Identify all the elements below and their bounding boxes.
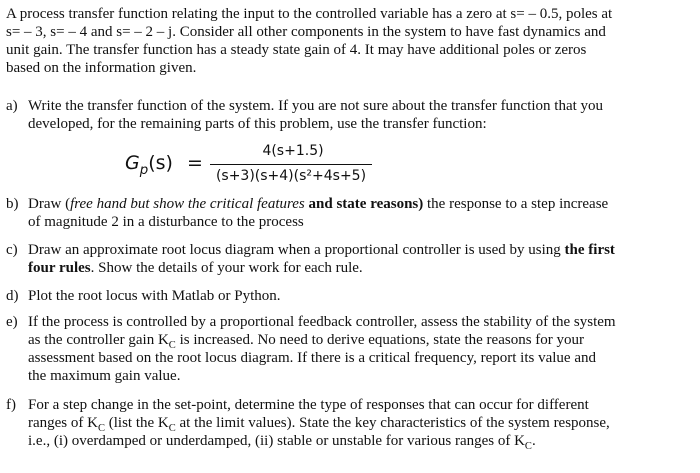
text-run: (list the K bbox=[105, 415, 169, 431]
text-run: Draw an approximate root locus diagram when a proportional controller is used by using bbox=[28, 242, 565, 258]
text-run: . Show the details of your work for each rule. bbox=[90, 260, 363, 276]
question-marker: c) bbox=[6, 242, 18, 258]
formula-lhs bbox=[125, 152, 173, 178]
question-body bbox=[28, 97, 694, 133]
question-body bbox=[28, 313, 694, 385]
question-body bbox=[28, 287, 694, 305]
formula-equals: = bbox=[187, 152, 203, 174]
subscript: C bbox=[524, 441, 532, 452]
text-run: is increased. No need to derive equations, state the reasons for your bbox=[175, 332, 585, 348]
text-run: Draw ( bbox=[28, 196, 71, 212]
bold-text: and state reasons) bbox=[304, 196, 424, 212]
text-run: i.e., (i) overdamped or underdamped, (ii) stable or unstable for various ranges of K bbox=[28, 433, 525, 449]
italic-text: free hand but show the critical features bbox=[70, 196, 305, 212]
subscript: C bbox=[168, 340, 176, 351]
question-marker: d) bbox=[6, 288, 19, 304]
subscript: C bbox=[168, 423, 176, 434]
bold-text: four rules bbox=[28, 260, 91, 276]
text-run: the response to a step increase bbox=[423, 196, 609, 212]
question-marker: b) bbox=[6, 196, 19, 212]
text-run: . bbox=[531, 433, 536, 449]
question-line bbox=[28, 195, 694, 213]
problem-intro bbox=[6, 5, 694, 77]
formula-numerator: 4(s+1.5) bbox=[262, 143, 324, 159]
question-marker: f) bbox=[6, 397, 16, 413]
question-line bbox=[28, 259, 694, 277]
question-body bbox=[28, 396, 694, 450]
text-run: at the limit values). State the key characteristics of the system response, bbox=[175, 415, 610, 431]
intro-line: unit gain. The transfer function has a steady state gain of 4. It may have additional poles or zeros bbox=[6, 42, 587, 58]
question-line: developed, for the remaining parts of this problem, use the transfer function: bbox=[28, 116, 487, 132]
question-line: the maximum gain value. bbox=[28, 368, 181, 384]
transfer-function-formula bbox=[125, 143, 385, 189]
fraction-bar bbox=[210, 164, 372, 165]
question-line bbox=[28, 241, 694, 259]
question-line: Plot the root locus with Matlab or Python. bbox=[28, 288, 281, 304]
intro-line: based on the information given. bbox=[6, 60, 197, 76]
question-marker: a) bbox=[6, 98, 18, 114]
bold-text: the first bbox=[564, 242, 615, 258]
question-line bbox=[28, 331, 694, 349]
subscript: C bbox=[97, 423, 105, 434]
formula-denominator: (s+3)(s+4)(s²+4s+5) bbox=[215, 168, 367, 184]
intro-line: s= – 3, s= – 4 and s= – 2 – j. Consider all other components in the system to have fast dynamics and bbox=[6, 24, 606, 40]
formula-lhs-argument: (s) bbox=[148, 152, 173, 174]
question-line bbox=[28, 414, 694, 432]
question-body bbox=[28, 241, 694, 277]
question-line: Write the transfer function of the system. If you are not sure about the transfer function that you bbox=[28, 98, 604, 114]
question-body bbox=[28, 195, 694, 231]
question-line: For a step change in the set-point, determine the type of responses that can occur for different bbox=[28, 397, 589, 413]
question-line: assessment based on the root locus diagram. If there is a critical frequency, report its value and bbox=[28, 350, 596, 366]
intro-line: A process transfer function relating the input to the controlled variable has a zero at s= – 0.5, poles at bbox=[6, 6, 613, 22]
text-run: ranges of K bbox=[28, 415, 98, 431]
text-run: as the controller gain K bbox=[28, 332, 169, 348]
question-marker: e) bbox=[6, 314, 18, 330]
formula-lhs-symbol: G bbox=[125, 152, 140, 174]
question-line: If the process is controlled by a proportional feedback controller, assess the stability of the system bbox=[28, 314, 616, 330]
formula-lhs-subscript: p bbox=[139, 162, 149, 178]
question-line bbox=[28, 432, 694, 450]
question-line: of magnitude 2 in a disturbance to the process bbox=[28, 214, 304, 230]
